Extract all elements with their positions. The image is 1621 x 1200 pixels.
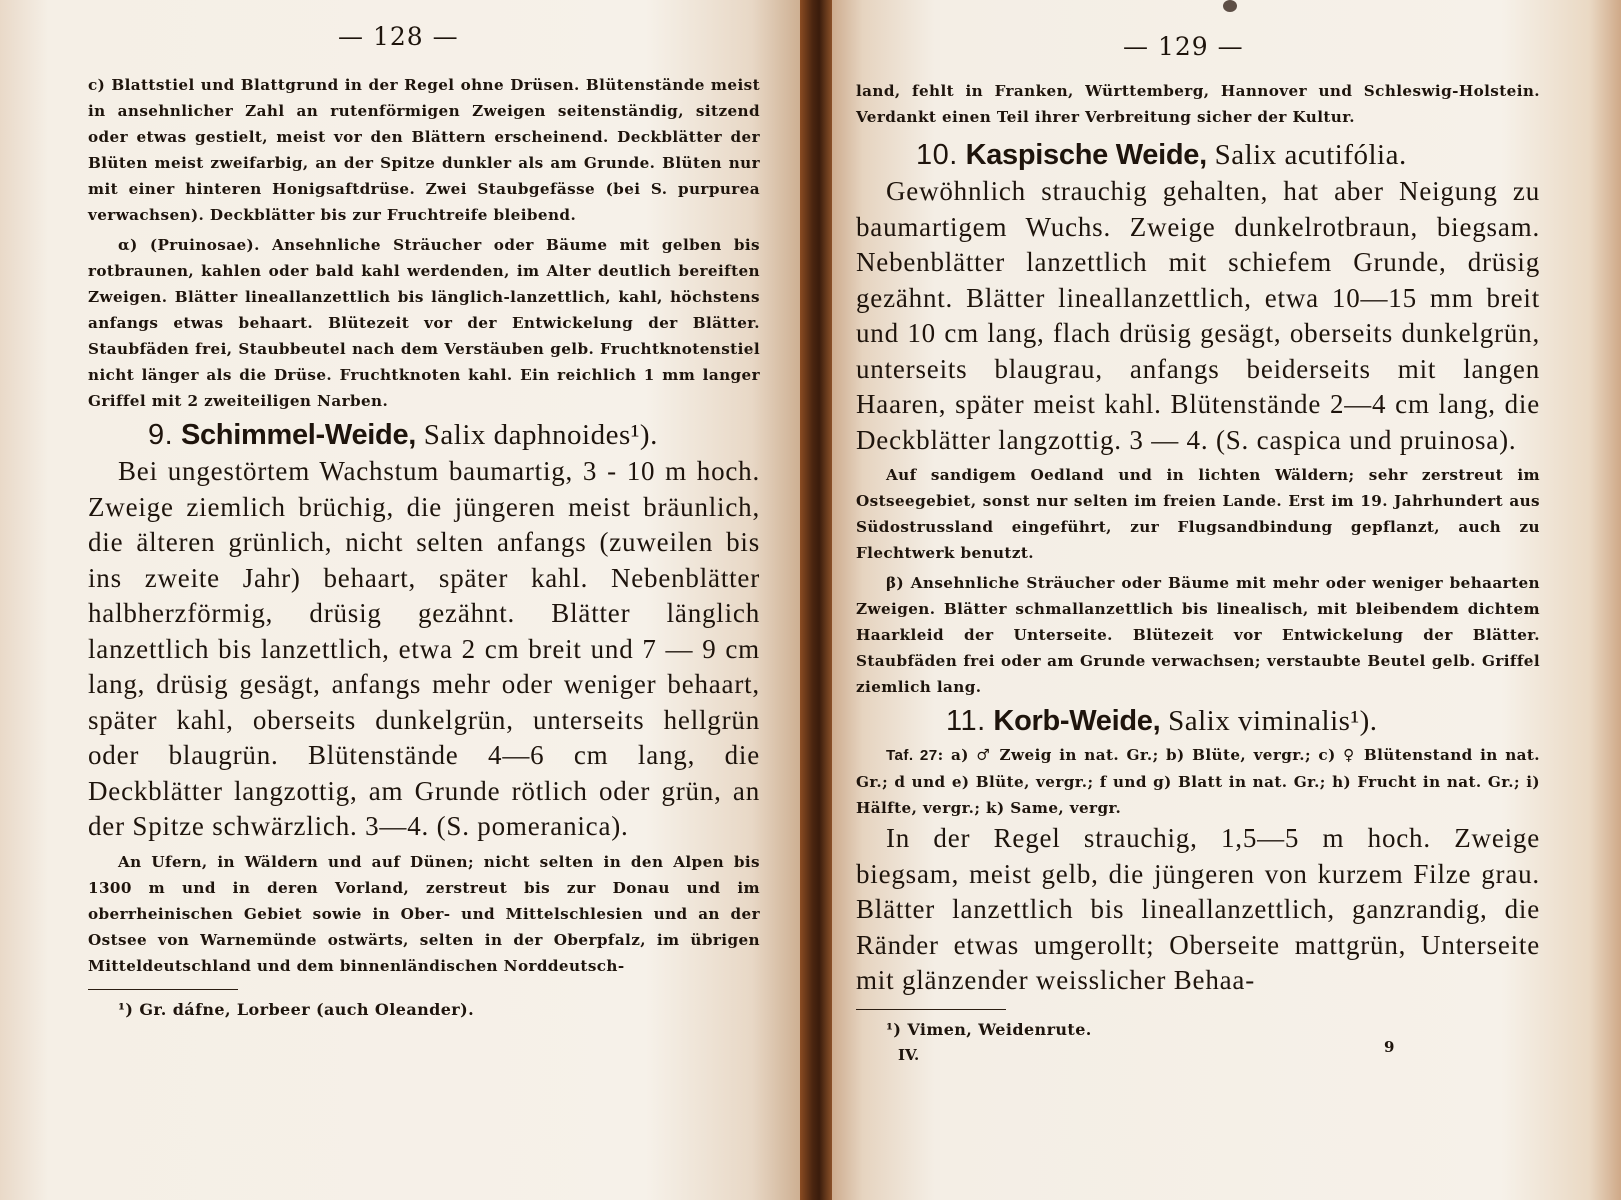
heading-number: 10.: [916, 139, 958, 171]
right-page: [823, 0, 1621, 1200]
heading-scientific-name: Salix daphnoides: [423, 419, 631, 451]
signature-line: [856, 1037, 1540, 1076]
left-text-column: [88, 72, 760, 1024]
heading-common-name: Schimmel-Weide,: [180, 419, 417, 451]
right-text-column: [856, 78, 1540, 1076]
species-description: In der Regel strauchig, 1,5—5 m hoch. Zweige biegsam, meist gelb, die jüngeren von kurzem Filze grau. Blätter lanzettlich bis lineallanzettlich, ganzrandig, die Ränder etwas umgerollt; Oberseite mattgrün, Unterseite mit glänzender weisslicher Behaa-: [856, 823, 1540, 995]
heading-scientific-name: Salix acutifólia.: [1214, 139, 1407, 171]
book-gutter: [800, 0, 832, 1200]
species-heading-11: [856, 702, 1540, 740]
plate-label: Taf. 27: [886, 747, 938, 764]
footnote-marker: ¹).: [1350, 705, 1378, 737]
footnote-rule: [856, 1009, 1006, 1010]
heading-common-name: Kaspische Weide,: [965, 139, 1207, 171]
key-paragraph-beta: β) Ansehnliche Sträucher oder Bäume mit mehr oder weniger behaarten Zweigen. Blätter schmallanzettlich bis linealisch, mit bleibendem dichtem Haarkleid der Unterseite. Blütezeit vor Entwickelung der Blätter. Staubfäden frei oder am Grunde verwachsen; verstaubte Beutel gelb. Griffel ziemlich lang.: [856, 574, 1540, 696]
key-paragraph-alpha: α) (Pruinosae). Ansehnliche Sträucher oder Bäume mit gelben bis rotbraunen, kahlen oder bald kahl werdenden, im Alter deutlich bereiften Zweigen. Blätter lineallanzettlich bis länglich-lanzettlich, kahl, höchstens anfangs etwas behaart. Blütezeit vor der Entwickelung der Blätter. Staubfäden frei, Staubbeutel nach dem Verstäuben gelb. Fruchtknotenstiel nicht länger als die Drüse. Fruchtknoten kahl. Ein reichlich 1 mm langer Griffel mit 2 zweiteiligen Narben.: [88, 236, 760, 410]
plate-caption: : a) ♂ Zweig in nat. Gr.; b) Blüte, vergr.; c) ♀ Blütenstand in nat. Gr.; d und e) Blüte, vergr.; f und g) Blatt in nat. Gr.; h) Frucht in nat. Gr.; i) Hälfte, vergr.; k) Same, vergr.: [856, 746, 1540, 817]
page-number: — 128 —: [338, 22, 459, 51]
continuation-paragraph: land, fehlt in Franken, Württemberg, Hannover und Schleswig-Holstein. Verdankt einen Teil ihrer Verbreitung sicher der Kultur.: [856, 82, 1540, 126]
footnote: ¹) Vimen, Weidenrute.: [886, 1019, 1092, 1039]
key-paragraph-c: c) Blattstiel und Blattgrund in der Regel ohne Drüsen. Blütenstände meist in ansehnlicher Zahl an rutenförmigen Zweigen seitenständig, sitzend oder etwas gestielt, meist vor den Blättern erscheinend. Deckblätter der Blüten meist zweifarbig, an der Spitze dunkler als am Grunde. Blüten nur mit einer hinteren Honigsaftdrüse. Zwei Staubgefässe (bei S. purpurea verwachsen). Deckblätter bis zur Fruchtreife bleibend.: [88, 76, 760, 224]
heading-scientific-name: Salix viminalis: [1168, 705, 1351, 737]
heading-number: 9.: [148, 419, 174, 451]
species-heading-10: [856, 136, 1540, 174]
heading-number: 11.: [946, 705, 986, 737]
distribution-paragraph: Auf sandigem Oedland und in lichten Wäldern; sehr zerstreut im Ostseegebiet, sonst nur selten im freien Lande. Erst im 19. Jahrhundert aus Südostrussland eingeführt, zur Flugsandbindung gepflanzt, auch zu Flechtwerk benutzt.: [856, 466, 1540, 562]
species-description: Bei ungestörtem Wachstum baumartig, 3 - 10 m hoch. Zweige ziemlich brüchig, die jüngeren meist bräunlich, die älteren grünlich, nicht selten anfangs (zuweilen bis ins zweite Jahr) behaart, später kahl. Nebenblätter halbherzförmig, drüsig gezähnt. Blätter länglich lanzettlich bis lanzettlich, etwa 2 cm breit und 7 — 9 cm lang, drüsig gesägt, anfangs mehr oder weniger behaart, später kahl, oberseits dunkelgrün, unterseits hellgrün oder blaugrün. Blütenstände 4—6 cm lang, die Deckblätter langzottig, am Grunde rötlich oder grün, an der Spitze schwärzlich. 3—4. (S. pomeranica).: [88, 456, 760, 841]
footnote-marker: ¹).: [630, 419, 658, 451]
signature-mark: IV.: [898, 1045, 920, 1064]
ink-blot: [1223, 0, 1237, 12]
sheet-signature-number: 9: [1384, 1037, 1395, 1056]
species-description: Gewöhnlich strauchig gehalten, hat aber Neigung zu baumartigem Wuchs. Zweige dunkelrotbraun, biegsam. Nebenblätter lanzettlich mit schiefem Grunde, drüsig gezähnt. Blätter lineallanzettlich, etwa 10—15 mm breit und 10 cm lang, flach drüsig gesägt, oberseits dunkelgrün, unterseits blaugrau, anfangs beiderseits mit langen Haaren, später meist kahl. Blütenstände 2—4 cm lang, die Deckblätter langzottig. 3 — 4. (S. caspica und pruinosa).: [856, 176, 1540, 455]
species-heading-9: [88, 416, 760, 454]
page-number: — 129 —: [1123, 32, 1244, 61]
heading-common-name: Korb-Weide,: [993, 705, 1161, 737]
plate-reference: [856, 742, 1540, 821]
left-page: [0, 0, 808, 1200]
footnote: ¹) Gr. dáfne, Lorbeer (auch Oleander).: [118, 999, 475, 1019]
footnote-rule: [88, 989, 238, 990]
distribution-paragraph: An Ufern, in Wäldern und auf Dünen; nicht selten in den Alpen bis 1300 m und in deren Vorland, zerstreut bis zur Donau und im oberrheinischen Gebiet sowie in Ober- und Mittelschlesien und an der Ostsee von Warnemünde ostwärts, selten in der Oberpfalz, im übrigen Mitteldeutschland und dem binnenländischen Norddeutsch-: [88, 852, 760, 975]
